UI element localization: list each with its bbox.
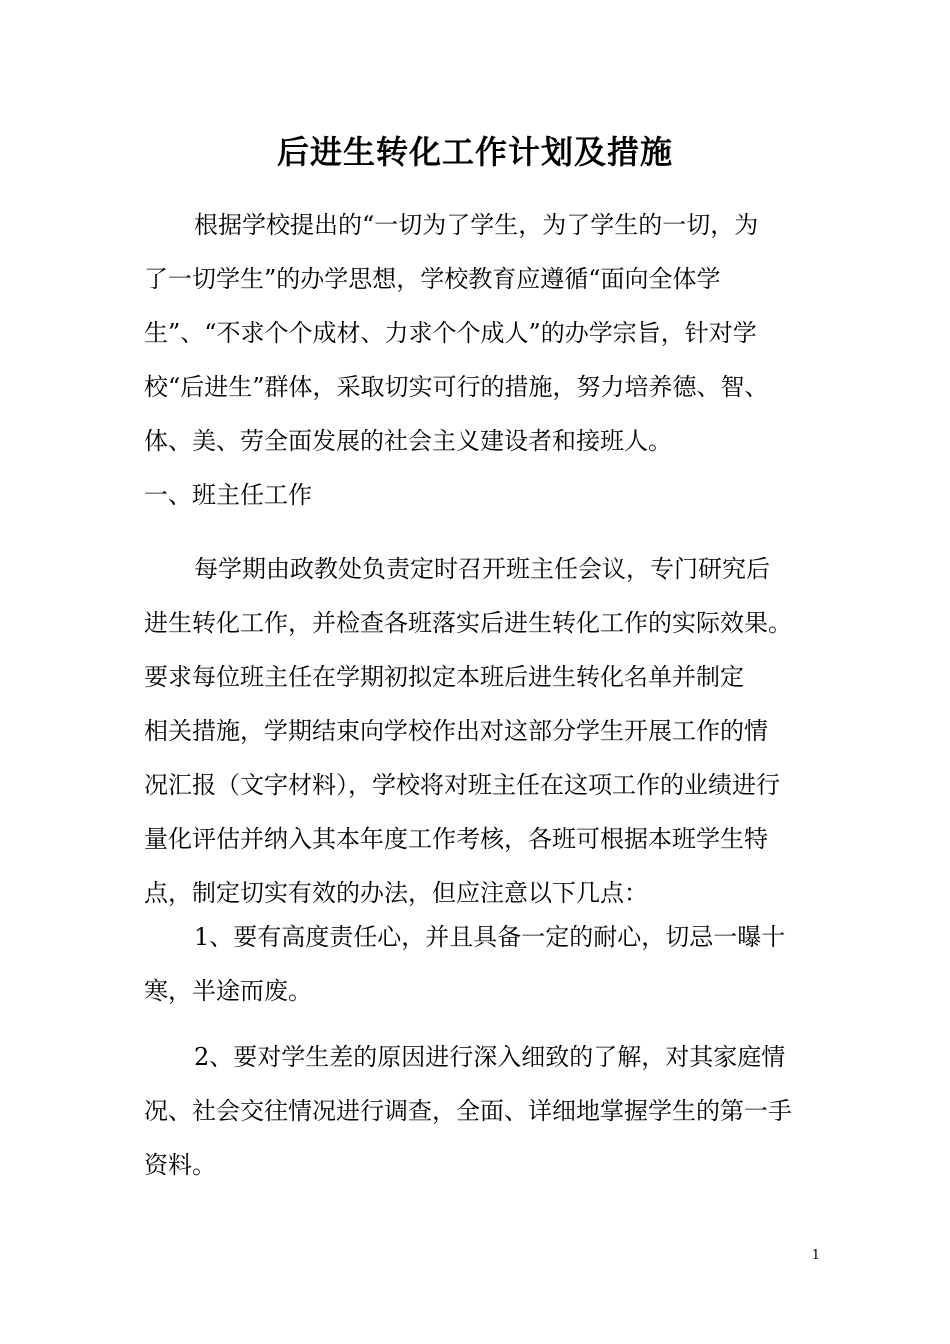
section-heading (144, 468, 814, 522)
text-line: 量化评估并纳入其本年度工作考核，各班可根据本班学生特 (144, 825, 768, 853)
text-line: 了一切学生”的办学思想，学校教育应遵循“面向全体学 (144, 265, 721, 293)
text-line: 进生转化工作，并检查各班落实后进生转化工作的实际效果。 (144, 609, 792, 637)
text-line: 要求每位班主任在学期初拟定本班后进生转化名单并制定 (144, 663, 744, 691)
intro-paragraph (144, 198, 814, 468)
point-1-paragraph (144, 910, 814, 1018)
text-line: 根据学校提出的“一切为了学生，为了学生的一切，为 (194, 211, 759, 239)
text-line: 点，制定切实有效的办法，但应注意以下几点： (144, 879, 648, 907)
text-line: 1、要有高度责任心，并且具备一定的耐心，切忌一曝十 (194, 923, 786, 951)
text-line: 相关措施，学期结束向学校作出对这部分学生开展工作的情 (144, 717, 768, 745)
document-title: 后进生转化工作计划及措施 (276, 133, 673, 171)
text-line: 资料。 (144, 1151, 216, 1179)
text-line: 2、要对学生差的原因进行深入细致的了解，对其家庭情 (194, 1043, 786, 1071)
section-paragraph (144, 542, 814, 920)
text-line: 校“后进生”群体，采取切实可行的措施，努力培养德、智、 (144, 373, 769, 401)
text-line: 况汇报（文字材料），学校将对班主任在这项工作的业绩进行 (144, 771, 780, 799)
text-line: 每学期由政教处负责定时召开班主任会议，专门研究后 (194, 555, 770, 583)
point-2-paragraph (144, 1030, 814, 1192)
text-line: 况、社会交往情况进行调查，全面、详细地掌握学生的第一手 (144, 1097, 792, 1125)
text-line: 寒，半途而废。 (144, 977, 312, 1005)
text-line: 生”、“不求个个成材、力求个个成人”的办学宗旨，针对学 (144, 319, 757, 347)
page-number: 1 (811, 1248, 820, 1263)
section-heading-text: 一、班主任工作 (144, 481, 312, 509)
text-line: 体、美、劳全面发展的社会主义建设者和接班人。 (144, 427, 672, 455)
